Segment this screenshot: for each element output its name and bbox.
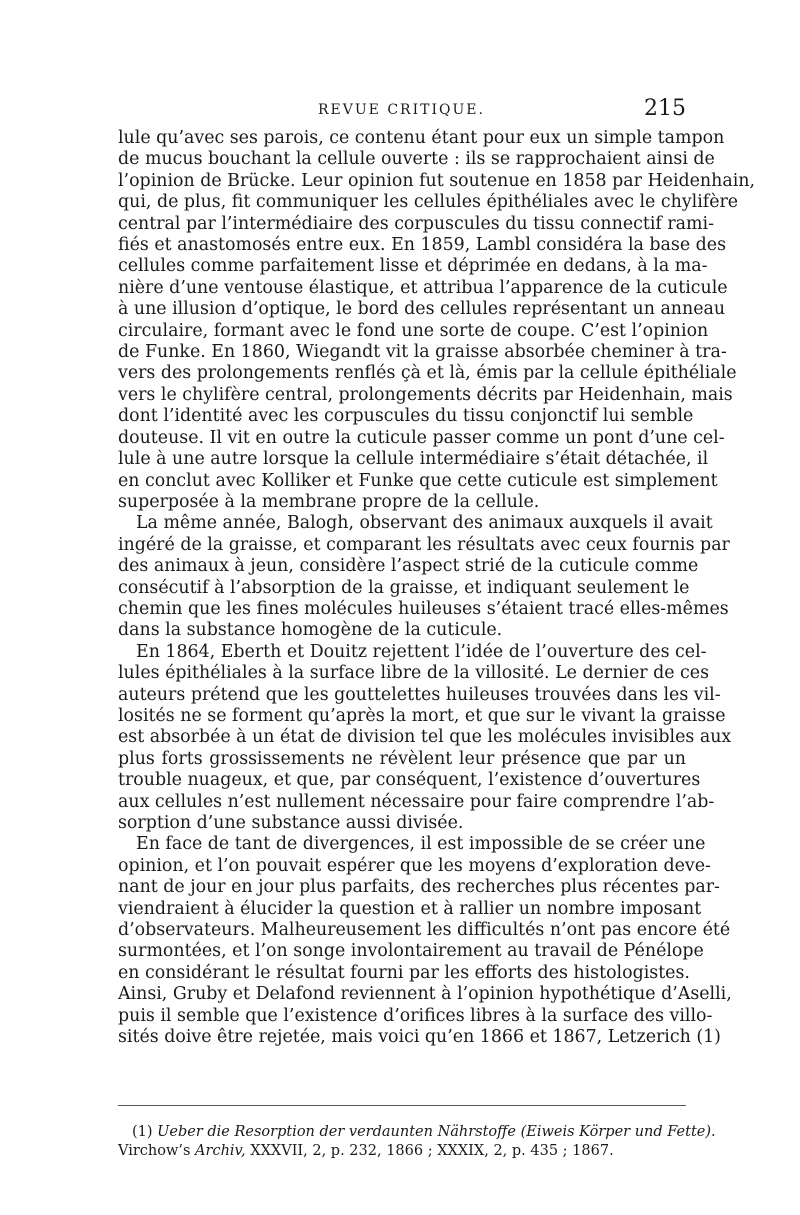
text-line: à une illusion d’optique, le bord des cellules représentant un anneau — [118, 299, 726, 320]
text-line: circulaire, formant avec le fond une sorte de coupe. C’est l’opinion — [118, 320, 709, 341]
footnote-line — [118, 1142, 686, 1161]
text-line: sorption d’une substance aussi divisée. — [118, 813, 464, 833]
text-line: plus forts grossissements ne révèlent leur présence que par un — [118, 748, 686, 769]
text-line: cellules comme parfaitement lisse et déprimée en dedans, à la ma- — [118, 256, 708, 277]
body-text — [118, 128, 755, 1048]
text-line: dans la substance homogène de la cuticule. — [118, 620, 503, 641]
text-line: Ainsi, Gruby et Delafond reviennent à l’opinion hypothétique d’Aselli, — [118, 984, 732, 1005]
text-line: losités ne se forment qu’après la mort, et que sur le vivant la graisse — [118, 705, 726, 726]
text-line: trouble nuageux, et que, par conséquent, l’existence d’ouvertures — [118, 770, 701, 791]
text-line: lule à une autre lorsque la cellule intermédiaire s’était détachée, il — [118, 449, 709, 470]
footnote-line — [118, 1123, 716, 1142]
footnotes — [118, 1123, 716, 1161]
text-line: de mucus bouchant la cellule ouverte : ils se rapprochaient ainsi de — [118, 149, 715, 170]
text-line: l’opinion de Brücke. Leur opinion fut soutenue en 1858 par Heidenhain, — [118, 170, 755, 191]
text-line: lules épithéliales à la surface libre de la villosité. Le dernier de ces — [118, 663, 710, 684]
text-line: central par l’intermédiaire des corpuscules du tissu connectif rami- — [118, 213, 714, 234]
text-line: de Funke. En 1860, Wiegandt vit la graisse absorbée cheminer à tra- — [118, 342, 727, 363]
running-title: REVUE CRITIQUE. — [318, 102, 485, 118]
text-line: nière d’une ventouse élastique, et attribua l’apparence de la cuticule — [118, 277, 728, 298]
text-line: en conclut avec Kolliker et Funke que cette cuticule est simplement — [118, 470, 718, 491]
text-line: d’observateurs. Malheureusement les difficultés n’ont pas encore été — [118, 920, 731, 941]
text-line: lule qu’avec ses parois, ce contenu étant pour eux un simple tampon — [118, 128, 725, 148]
running-header — [118, 94, 686, 124]
text-line: consécutif à l’absorption de la graisse, et indiquant seulement le — [118, 577, 690, 598]
text-line: douteuse. Il vit en outre la cuticule passer comme un pont d’une cel- — [118, 427, 725, 448]
text-line: opinion, et l’on pouvait espérer que les moyens d’exploration deve- — [118, 855, 711, 876]
text-line: chemin que les fines molécules huileuses s’étaient tracé elles-mêmes — [118, 598, 729, 619]
footnote-journal-prefix: Virchow’s — [118, 1143, 191, 1159]
text-line: sités doive être rejetée, mais voici qu’en 1866 et 1867, Letzerich (1) — [118, 1027, 721, 1048]
text-line: qui, de plus, fit communiquer les cellules épithéliales avec le chylifère — [118, 192, 739, 213]
text-line: superposée à la membrane propre de la cellule. — [118, 491, 540, 512]
text-line: En face de tant de divergences, il est impossible de se créer une — [136, 834, 706, 855]
text-line: puis il semble que l’existence d’orifices libres à la surface des villo- — [118, 1005, 713, 1026]
text-line: aux cellules n’est nullement nécessaire pour faire comprendre l’ab- — [118, 791, 715, 812]
text-line: est absorbée à un état de division tel que les molécules invisibles aux — [118, 727, 732, 748]
footnote-citation: XXXVII, 2, p. 232, 1866 ; XXXIX, 2, p. 435 ; 1867. — [250, 1143, 614, 1159]
footnote-divider — [118, 1105, 686, 1106]
footnote-article-title: Ueber die Resorption der verdaunten Nährstoffe (Eiweis Körper und Fette). — [157, 1124, 716, 1140]
text-line: ingéré de la graisse, et comparant les résultats avec ceux fournis par — [118, 534, 730, 555]
text-line: nant de jour en jour plus parfaits, des recherches plus récentes par- — [118, 877, 720, 898]
text-line: en considérant le résultat fourni par les efforts des histologistes. — [118, 962, 690, 983]
text-line: La même année, Balogh, observant des animaux auxquels il avait — [136, 513, 713, 534]
page-number: 215 — [644, 96, 686, 121]
footnote-journal-name: Archiv, — [195, 1143, 246, 1159]
text-line: dont l’identité avec les corpuscules du tissu conjonctif lui semble — [118, 406, 694, 427]
text-line: En 1864, Eberth et Douitz rejettent l’idée de l’ouverture des cel- — [136, 641, 707, 662]
text-line: auteurs prétend que les gouttelettes huileuses trouvées dans les vil- — [118, 684, 721, 705]
text-line: vers le chylifère central, prolongements décrits par Heidenhain, mais — [118, 384, 733, 405]
text-line: viendraient à élucider la question et à rallier un nombre imposant — [118, 898, 702, 919]
footnote-marker: (1) — [132, 1124, 153, 1140]
text-line: fiés et anastomosés entre eux. En 1859, Lambl considéra la base des — [118, 235, 727, 256]
text-line: vers des prolongements renflés çà et là, émis par la cellule épithéliale — [118, 363, 737, 384]
text-line: des animaux à jeun, considère l’aspect strié de la cuticule comme — [118, 556, 699, 577]
text-line: surmontées, et l’on songe involontairement au travail de Pénélope — [118, 941, 704, 962]
